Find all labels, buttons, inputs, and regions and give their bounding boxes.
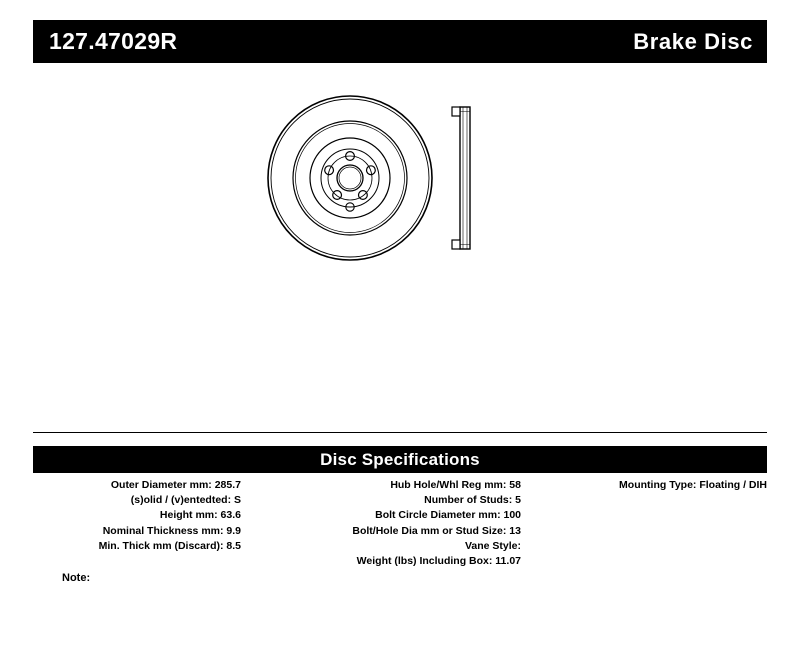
spec-column-right xyxy=(548,478,767,493)
header-bar xyxy=(33,20,767,63)
spec-min-thickness: Min. Thick mm (Discard): 8.5 xyxy=(98,539,241,552)
page-title: Brake Disc xyxy=(633,28,753,54)
spec-band-title: Disc Specifications xyxy=(320,450,480,469)
product-drawing xyxy=(250,95,560,280)
spec-nominal-thickness: Nominal Thickness mm: 9.9 xyxy=(102,524,241,537)
spec-band xyxy=(33,446,767,473)
spec-vane-style: Vane Style: xyxy=(464,539,521,552)
spec-column-middle xyxy=(251,478,521,569)
spec-bolt-circle-diameter: Bolt Circle Diameter mm: 100 xyxy=(375,509,521,522)
spec-solid-vented: (s)olid / (v)entedted: S xyxy=(130,494,241,507)
specifications xyxy=(33,478,767,588)
spec-bolt-hole-dia: Bolt/Hole Dia mm or Stud Size: 13 xyxy=(352,524,521,537)
note-label: Note: xyxy=(62,572,91,584)
spec-weight: Weight (lbs) Including Box: 11.07 xyxy=(356,555,521,568)
spec-column-left xyxy=(33,478,241,554)
part-number: 127.47029R xyxy=(49,28,178,54)
rotor-edge-view xyxy=(452,107,470,249)
rotor-face-view xyxy=(268,96,432,260)
spec-hub-hole: Hub Hole/Whl Reg mm: 58 xyxy=(390,479,521,491)
spec-height: Height mm: 63.6 xyxy=(159,509,241,522)
spec-mounting-type: Mounting Type: Floating / DIH xyxy=(619,479,767,491)
spec-outer-diameter: Outer Diameter mm: 285.7 xyxy=(110,479,241,491)
divider-rule xyxy=(33,432,767,433)
spec-number-of-studs: Number of Studs: 5 xyxy=(424,494,521,507)
